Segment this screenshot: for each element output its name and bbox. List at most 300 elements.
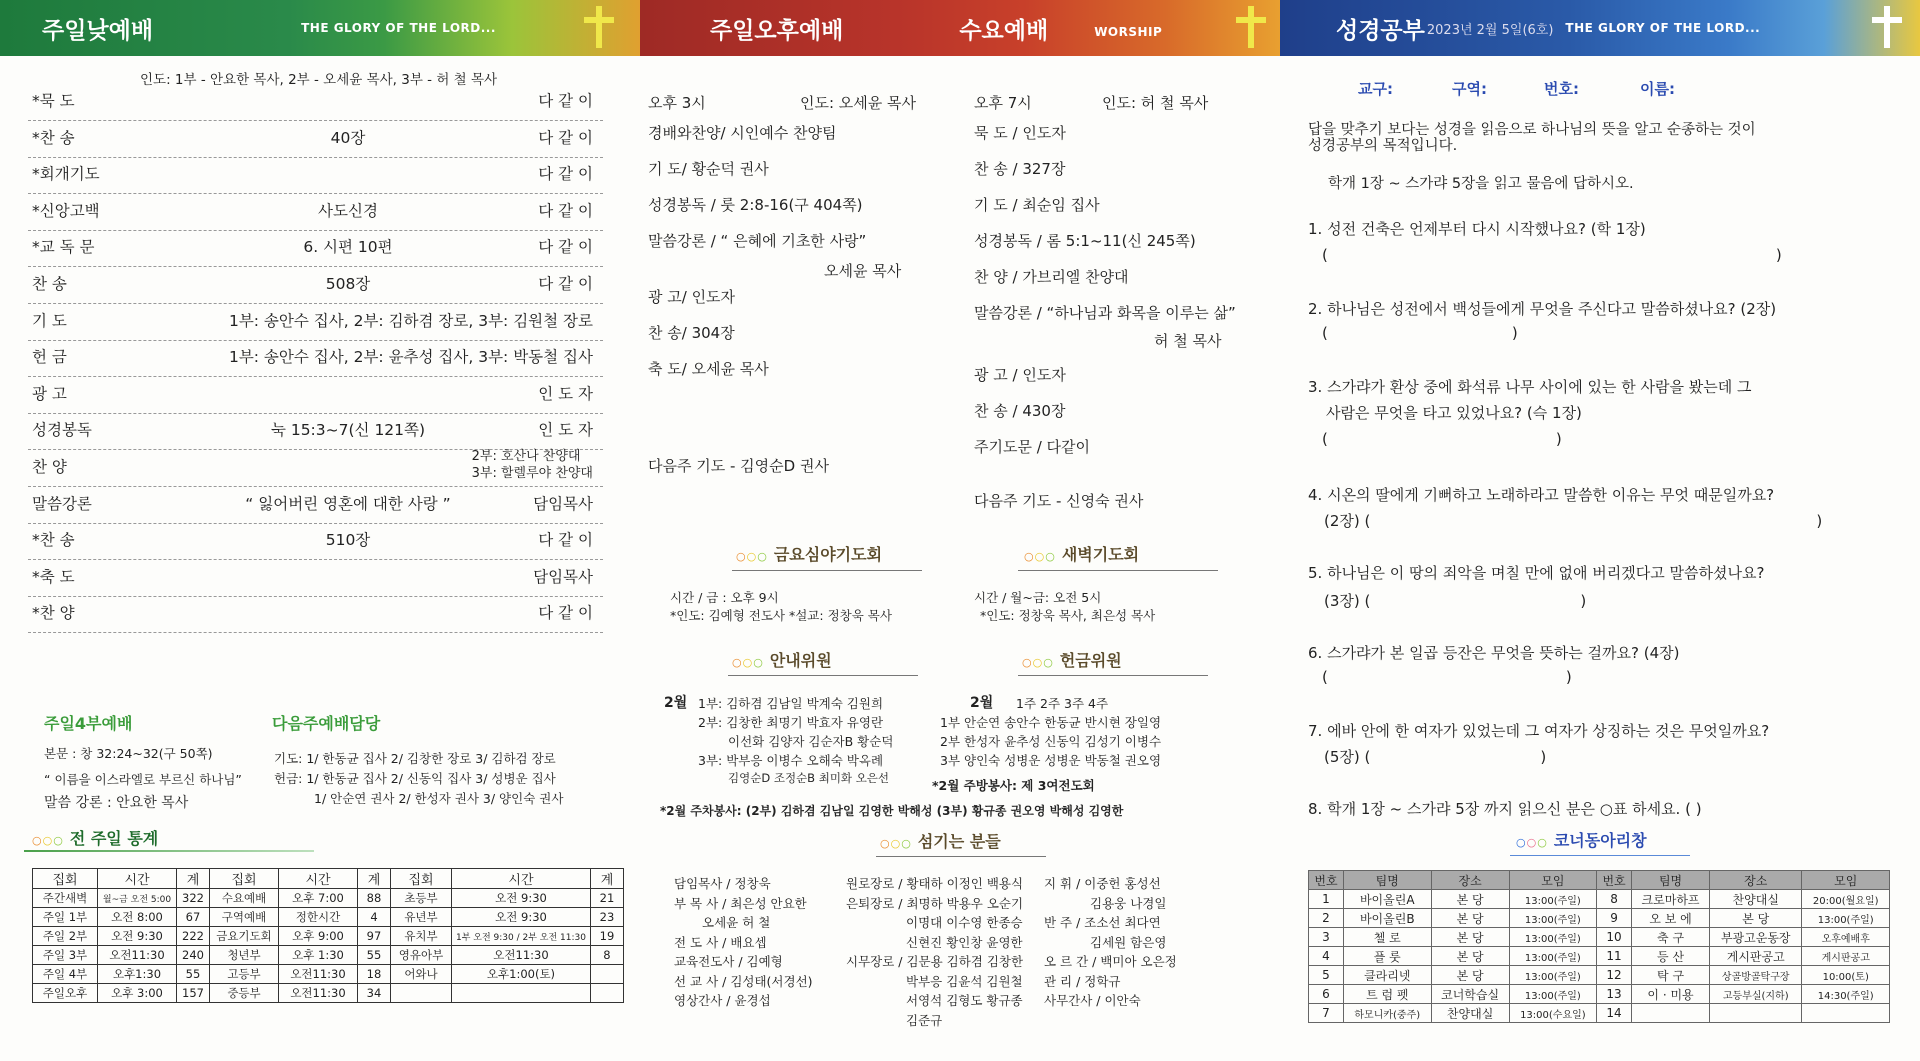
- stats-cell: 청년부: [210, 946, 279, 965]
- order-row: [28, 483, 603, 524]
- club-cell: 본 당: [1431, 909, 1509, 928]
- order-assignee: [472, 448, 593, 482]
- stats-cell: 오후 7:00: [279, 889, 358, 908]
- staff-line: 신현진 황인창 윤영한: [906, 934, 1023, 950]
- staff-line: 이명대 이수영 한종승: [906, 915, 1023, 930]
- stats-cell: 오전 9:30: [452, 889, 591, 908]
- banner-title: 주일낮예배: [42, 17, 154, 44]
- afternoon-line: 경배와찬양/ 시인예수 찬양팀: [648, 124, 837, 142]
- wednesday-line: 광 고 / 인도자: [974, 366, 1066, 384]
- stats-cell: 주간새벽: [33, 889, 98, 908]
- club-cell: 바이올린A: [1343, 890, 1431, 909]
- club-row: [1309, 890, 1890, 909]
- fourth-service-title: 주일4부예배: [44, 714, 133, 733]
- dots-icon: ○○○: [1024, 550, 1056, 563]
- stats-row: [33, 946, 624, 965]
- field-zone: 구역:: [1452, 80, 1487, 98]
- issue-date: 2023년 2월 5일(6호): [1426, 22, 1554, 38]
- panel-afternoon-wednesday: [640, 0, 1280, 1061]
- question: 7. 에바 안에 한 여자가 있었는데 그 여자가 상징하는 것은 무엇일까요?: [1308, 722, 1770, 740]
- order-label: 찬 양: [32, 458, 67, 476]
- stats-table: [32, 868, 624, 1003]
- banner-subtitle: THE GLORY OF THE LORD...: [301, 21, 496, 35]
- order-label: *축 도: [32, 567, 75, 586]
- wednesday-next-prayer: 다음주 기도 - 신영숙 권사: [974, 492, 1144, 510]
- order-label: *찬 송: [32, 128, 75, 147]
- club-cell: 11: [1597, 947, 1632, 966]
- stats-cell: 240: [177, 946, 210, 965]
- club-cell: 13:00(주일): [1509, 985, 1596, 1004]
- stats-header-cell: 집회: [391, 869, 452, 889]
- club-cell: 등 산: [1632, 947, 1710, 966]
- club-cell: 13:00(주일): [1509, 909, 1596, 928]
- order-row: [28, 300, 603, 341]
- banner-title: 성경공부: [1336, 17, 1425, 44]
- club-cell: 9: [1597, 909, 1632, 928]
- stats-cell: 초등부: [391, 889, 452, 908]
- stats-cell: 8: [590, 946, 623, 965]
- stats-cell: [590, 984, 623, 1003]
- order-row: [28, 263, 603, 304]
- question: 1. 성전 건축은 언제부터 다시 시작했나요? (학 1장): [1308, 220, 1646, 238]
- intro-line: 성경공부의 목적입니다.: [1308, 138, 1458, 154]
- order-assignee: 담임목사: [533, 567, 593, 586]
- afternoon-line: 축 도/ 오세윤 목사: [648, 360, 769, 378]
- order-row: [28, 153, 603, 194]
- stats-cell: 금요기도회: [210, 927, 279, 946]
- stats-cell: 1부 오전 9:30 / 2부 오전 11:30: [452, 927, 591, 946]
- staff-line: 선 교 사 / 김성태(서경선): [674, 973, 813, 989]
- stats-row: [33, 984, 624, 1003]
- order-label: 헌 금: [32, 348, 67, 367]
- guide-line: 김영순D 조정순B 최미화 오은선: [728, 771, 890, 785]
- answer-blank[interactable]: (5장) ( ): [1324, 748, 1547, 766]
- order-assignee: 1부: 송안수 집사, 2부: 윤추성 집사, 3부: 박동철 집사: [228, 348, 593, 367]
- question: 2. 하나님은 성전에서 백성들에게 무엇을 주신다고 말씀하셨나요? (2장): [1308, 300, 1777, 318]
- club-cell: 본 당: [1710, 909, 1802, 928]
- stats-row: [33, 927, 624, 946]
- order-label: *찬 양: [32, 604, 75, 623]
- dawn-title: ○○○ 새벽기도회: [1024, 545, 1140, 564]
- staff-line: 김세원 함은영: [1090, 934, 1167, 950]
- order-content: 508장: [325, 275, 371, 293]
- wednesday-time: 오후 7시: [974, 94, 1032, 112]
- wednesday-line: 찬 양 / 가브리엘 찬양대: [974, 268, 1129, 286]
- question: 4. 시온의 딸에게 기뻐하고 노래하라고 말씀한 이유는 무엇 때문일까요?: [1308, 486, 1775, 504]
- order-row: [28, 373, 603, 414]
- club-cell: 코너학습실: [1431, 985, 1509, 1004]
- club-cell: 바이올린B: [1343, 909, 1431, 928]
- wednesday-line: 묵 도 / 인도자: [974, 124, 1066, 142]
- stats-cell: [590, 965, 623, 984]
- order-label: *묵 도: [32, 92, 75, 110]
- stats-cell: 주일 4부: [33, 965, 98, 984]
- club-cell: 7: [1309, 1004, 1344, 1023]
- order-label: 광 고: [32, 384, 67, 403]
- stats-cell: 오후 1:30: [279, 946, 358, 965]
- staff-line: 영상간사 / 윤경섭: [674, 993, 771, 1008]
- club-cell: 10:00(토): [1802, 966, 1890, 985]
- stats-cell: 34: [358, 984, 391, 1003]
- club-header-row: [1309, 871, 1890, 890]
- stats-cell: 97: [358, 927, 391, 946]
- staff-line: 담임목사 / 정창욱: [674, 876, 771, 891]
- club-header-cell: 장소: [1431, 871, 1509, 890]
- club-header-cell: 번호: [1597, 871, 1632, 890]
- club-cell: 상골방골탁구장: [1710, 966, 1802, 985]
- answer-blank[interactable]: ( ): [1322, 246, 1782, 264]
- stats-header-cell: 시간: [98, 869, 177, 889]
- afternoon-next-prayer: 다음주 기도 - 김영순D 권사: [648, 457, 829, 475]
- stats-cell: 오전11:30: [279, 984, 358, 1003]
- stats-cell: 영유아부: [391, 946, 452, 965]
- order-label: 성경봉독: [32, 421, 92, 440]
- staff-line: 원로장로 / 황태하 이정인 백용식: [846, 876, 1024, 891]
- club-header-cell: 모임: [1802, 871, 1890, 890]
- staff-line: 지 휘 / 이중헌 홍성선: [1044, 876, 1161, 891]
- stats-cell: 구역예배: [210, 908, 279, 927]
- club-header-cell: 장소: [1710, 871, 1802, 890]
- order-label: *신앙고백: [32, 201, 100, 220]
- wednesday-line: 찬 송 / 327장: [974, 160, 1066, 178]
- club-cell: 1: [1309, 890, 1344, 909]
- wednesday-line: 주기도문 / 다같이: [974, 438, 1091, 456]
- order-row: [28, 117, 603, 158]
- club-cell: 탁 구: [1632, 966, 1710, 985]
- staff-line: 사무간사 / 이안숙: [1044, 993, 1141, 1008]
- order-label: *찬 송: [32, 531, 75, 550]
- field-name: 이름:: [1640, 80, 1675, 98]
- club-row: [1309, 909, 1890, 928]
- stats-title: ○○○ 전 주일 통계: [32, 829, 159, 848]
- club-cell: 축 구: [1632, 928, 1710, 947]
- club-row: [1309, 985, 1890, 1004]
- staff-line: 박부응 김윤석 김원철: [906, 973, 1023, 989]
- club-cell: 3: [1309, 928, 1344, 947]
- club-cell: 5: [1309, 966, 1344, 985]
- stats-cell: 18: [358, 965, 391, 984]
- stats-cell: 수요예배: [210, 889, 279, 908]
- club-cell: 10: [1597, 928, 1632, 947]
- staff-title: ○○○ 섬기는 분들: [880, 832, 1001, 851]
- stats-cell: 오전 8:00: [98, 908, 177, 927]
- dawn-line: 시간 / 월~금: 오전 5시: [974, 590, 1102, 605]
- stats-cell: 오전 9:30: [98, 927, 177, 946]
- afternoon-line: 기 도/ 황순덕 권사: [648, 160, 769, 178]
- next-duty-line: 1/ 안순연 권사 2/ 한성자 권사 3/ 양인숙 권사: [314, 791, 564, 806]
- order-row: [28, 80, 603, 121]
- order-assignee: 다 같 이: [538, 531, 593, 550]
- guide-month: 2월: [664, 695, 688, 711]
- stats-cell: [452, 984, 591, 1003]
- offering-weeks: 1주 2주 3주 4주: [1016, 696, 1109, 711]
- stats-header-cell: 계: [590, 869, 623, 889]
- staff-line: 은퇴장로 / 최명하 박용우 오순기: [846, 895, 1024, 911]
- banner-afternoon: [640, 0, 1280, 56]
- club-cell: 13:00(주일): [1509, 947, 1596, 966]
- staff-line: 반 주 / 조소선 최다연: [1044, 915, 1161, 930]
- wednesday-line: 찬 송 / 430장: [974, 402, 1066, 420]
- stats-cell: 오전11:30: [98, 946, 177, 965]
- club-cell: 13:00(주일): [1509, 966, 1596, 985]
- stats-header-cell: 계: [177, 869, 210, 889]
- club-cell: [1710, 1004, 1802, 1023]
- order-row: [28, 519, 603, 560]
- club-cell: 게시판공고: [1802, 947, 1890, 966]
- club-row: [1309, 947, 1890, 966]
- stats-cell: 오후 3:00: [98, 984, 177, 1003]
- stats-cell: 주일오후: [33, 984, 98, 1003]
- club-cell: 13:00(주일): [1802, 909, 1890, 928]
- staff-line: 시무장로 / 김문용 김하겸 김창한: [846, 954, 1024, 969]
- club-cell: 하모니카(중주): [1343, 1004, 1431, 1023]
- banner-bible-study: [1280, 0, 1920, 56]
- order-label: 기 도: [32, 311, 67, 330]
- dots-icon: ○○○: [736, 550, 768, 563]
- order-assignee-line: 2부: 호산나 찬양대: [471, 449, 581, 464]
- staff-line: 교육전도사 / 김예형: [674, 954, 783, 969]
- stats-header-cell: 집회: [33, 869, 98, 889]
- club-row: [1309, 966, 1890, 985]
- stats-row: [33, 965, 624, 984]
- order-assignee: 인 도 자: [538, 384, 593, 403]
- dots-icon: ○○○: [732, 656, 764, 669]
- order-content: 40장: [330, 128, 366, 147]
- order-assignee-line: 3부: 할렐루야 찬양대: [471, 466, 593, 481]
- order-assignee: 다 같 이: [538, 275, 593, 293]
- question: 5. 하나님은 이 땅의 죄악을 며칠 만에 없애 버리겠다고 말씀하셨나요?: [1308, 564, 1765, 582]
- club-header-cell: 번호: [1309, 871, 1344, 890]
- guide-line: 이선화 김양자 김순자B 황순덕: [728, 734, 894, 749]
- club-cell: 14:30(주일): [1802, 985, 1890, 1004]
- stats-header-row: [33, 869, 624, 889]
- order-row: [28, 409, 603, 450]
- staff-line: 오세윤 허 철: [702, 915, 771, 930]
- stats-cell: 157: [177, 984, 210, 1003]
- order-row: [28, 336, 603, 377]
- stats-cell: 67: [177, 908, 210, 927]
- stats-header-cell: 시간: [279, 869, 358, 889]
- stats-cell: 유년부: [391, 908, 452, 927]
- service-leaders: 인도: 1부 - 안요한 목사, 2부 - 오세윤 목사, 3부 - 허 철 목사: [140, 72, 498, 88]
- stats-row: [33, 908, 624, 927]
- offering-line: 2부 한성자 윤추성 신동익 김성기 이병수: [940, 734, 1162, 749]
- intro-line: 답을 맞추기 보다는 성경을 읽음으로 하나님의 뜻을 알고 순종하는 것이: [1308, 122, 1756, 138]
- afternoon-line: 찬 송/ 304장: [648, 324, 735, 342]
- answer-blank[interactable]: (2장) ( ): [1324, 512, 1823, 530]
- club-cell: 13: [1597, 985, 1632, 1004]
- field-district: 교구:: [1358, 80, 1393, 98]
- staff-line: 김용웅 나경일: [1090, 895, 1167, 911]
- order-assignee: 다 같 이: [538, 128, 593, 147]
- stats-cell: 오전 9:30: [452, 908, 591, 927]
- cross-icon: [1866, 6, 1908, 48]
- order-row: [28, 556, 603, 597]
- guide-title: ○○○ 안내위원: [732, 651, 832, 670]
- stats-cell: 어와나: [391, 965, 452, 984]
- club-cell: 본 당: [1431, 890, 1509, 909]
- banner-subtitle: WORSHIP: [1094, 25, 1163, 39]
- order-content: 510장: [325, 531, 371, 550]
- stats-cell: 19: [590, 927, 623, 946]
- question: 3. 스가랴가 환상 중에 화석류 나무 사이에 있는 한 사람을 봤는데 그: [1308, 378, 1752, 396]
- stats-cell: 오후1:30: [98, 965, 177, 984]
- stats-cell: 주일 1부: [33, 908, 98, 927]
- dots-icon: ○○○: [1516, 836, 1548, 849]
- wednesday-line: 성경봉독 / 롬 5:1~11(신 245쪽): [974, 232, 1196, 250]
- stats-cell: 322: [177, 889, 210, 908]
- club-cell: 이 · 미용: [1632, 985, 1710, 1004]
- stats-cell: 55: [358, 946, 391, 965]
- club-cell: 트 럼 펫: [1343, 985, 1431, 1004]
- stats-cell: 오전11:30: [452, 946, 591, 965]
- staff-line: 김준규: [906, 1012, 943, 1028]
- fourth-line: “ 이름을 이스라엘로 부르신 하나님”: [44, 772, 242, 787]
- cross-icon: [1230, 6, 1272, 48]
- wednesday-leader: 인도: 허 철 목사: [1102, 94, 1209, 112]
- guide-line: 1부: 김하겸 김남일 박계숙 김원희: [698, 696, 884, 711]
- friday-line: *인도: 김예형 전도사 *설교: 정창욱 목사: [670, 608, 892, 623]
- panel-sunday-service: [0, 0, 640, 1061]
- parking-duty: *2월 주차봉사: (2부) 김하겸 김남일 김영한 박해성 (3부) 황규종 권오영 박해성 김영한: [660, 804, 1124, 818]
- question: 사람은 무엇을 타고 있었나요? (슥 1장): [1326, 404, 1582, 422]
- banner-title-wednesday: 수요예배: [959, 17, 1049, 44]
- order-assignee: 담임목사: [533, 494, 593, 513]
- club-cell: 본 당: [1431, 966, 1509, 985]
- answer-blank[interactable]: ( ): [1322, 430, 1562, 448]
- stats-cell: 주일 2부: [33, 927, 98, 946]
- club-cell: 첼 로: [1343, 928, 1431, 947]
- stats-header-cell: 계: [358, 869, 391, 889]
- stats-cell: 월~금 오전 5:00: [98, 889, 177, 908]
- stats-cell: 55: [177, 965, 210, 984]
- order-label: *회개기도: [32, 165, 100, 184]
- stats-header-cell: 집회: [210, 869, 279, 889]
- stats-cell: 정한시간: [279, 908, 358, 927]
- club-cell: 4: [1309, 947, 1344, 966]
- club-cell: 본 당: [1431, 947, 1509, 966]
- fourth-line: 본문 : 창 32:24~32(구 50쪽): [44, 746, 213, 761]
- stats-cell: 오후1:00(토): [452, 965, 591, 984]
- order-assignee: 다 같 이: [538, 238, 593, 257]
- club-title: ○○○ 코너동아리창: [1516, 831, 1647, 850]
- club-cell: [1632, 1004, 1710, 1023]
- club-cell: 본 당: [1431, 928, 1509, 947]
- afternoon-line: 성경봉독 / 룻 2:8-16(구 404쪽): [648, 196, 863, 214]
- answer-blank[interactable]: (3장) ( ): [1324, 592, 1587, 610]
- club-header-cell: 팀명: [1632, 871, 1710, 890]
- stats-cell: 유치부: [391, 927, 452, 946]
- order-row: [28, 592, 603, 633]
- stats-cell: 88: [358, 889, 391, 908]
- club-row: [1309, 928, 1890, 947]
- stats-cell: [391, 984, 452, 1003]
- dots-icon: ○○○: [1022, 656, 1054, 669]
- guide-line: 3부: 박부응 이병수 오해숙 박옥례: [698, 753, 884, 768]
- next-duty-line: 기도: 1/ 한동균 집사 2/ 김창한 장로 3/ 김하검 장로: [274, 751, 556, 766]
- afternoon-line: 말씀강론 / “ 은혜에 기초한 사랑”: [648, 232, 867, 250]
- fourth-line: 말씀 강론 : 안요한 목사: [44, 795, 189, 811]
- cross-icon: [578, 6, 620, 48]
- banner-title-afternoon: 주일오후예배: [710, 17, 844, 44]
- order-assignee: 1부: 송안수 집사, 2부: 김하겸 장로, 3부: 김원철 장로: [228, 311, 593, 330]
- stats-cell: 222: [177, 927, 210, 946]
- kitchen-duty: *2월 주방봉사: 제 3여전도회: [932, 778, 1095, 793]
- next-duty-title: 다음주예배담당: [272, 714, 381, 733]
- club-cell: 부광고운동장: [1710, 928, 1802, 947]
- club-cell: 게시판공고: [1710, 947, 1802, 966]
- order-label: *교 독 문: [32, 238, 95, 257]
- dawn-line: *인도: 정창욱 목사, 최은성 목사: [980, 608, 1156, 623]
- afternoon-line: 광 고/ 인도자: [648, 288, 736, 306]
- offering-line: 1부 안순연 송안수 한동균 반시현 장일영: [940, 715, 1162, 730]
- stats-cell: 21: [590, 889, 623, 908]
- question: 8. 학개 1장 ~ 스가랴 5장 까지 읽으신 분은 ○표 하세요. ( ): [1308, 800, 1702, 818]
- order-content: 눅 15:3~7(신 121쪽): [270, 421, 426, 440]
- order-assignee: 다 같 이: [538, 604, 593, 623]
- stats-cell: 4: [358, 908, 391, 927]
- club-row: [1309, 1004, 1890, 1023]
- stats-cell: 23: [590, 908, 623, 927]
- instruction: 학개 1장 ~ 스가랴 5장을 읽고 물음에 답하시오.: [1328, 176, 1634, 192]
- stats-cell: 중등부: [210, 984, 279, 1003]
- order-assignee: 다 같 이: [538, 165, 593, 184]
- staff-line: 서영석 김형도 황규종: [906, 993, 1023, 1008]
- club-cell: 오후예배후: [1802, 928, 1890, 947]
- club-header-cell: 모임: [1509, 871, 1596, 890]
- afternoon-line: 오세윤 목사: [824, 262, 902, 280]
- banner-sunday: [0, 0, 640, 56]
- stats-cell: 주일 3부: [33, 946, 98, 965]
- order-row: [28, 190, 603, 231]
- club-cell: 찬양대실: [1431, 1004, 1509, 1023]
- order-row: [28, 226, 603, 267]
- club-cell: 13:00(주일): [1509, 890, 1596, 909]
- order-row: [28, 446, 603, 487]
- order-assignee: 인 도 자: [538, 421, 593, 440]
- wednesday-line: 기 도 / 최순임 집사: [974, 196, 1100, 214]
- order-content: 사도신경: [318, 201, 378, 220]
- offering-month: 2월: [970, 695, 994, 711]
- club-cell: 14: [1597, 1004, 1632, 1023]
- answer-blank[interactable]: ( ): [1322, 324, 1518, 342]
- answer-blank[interactable]: ( ): [1322, 668, 1572, 686]
- club-cell: 2: [1309, 909, 1344, 928]
- offering-title: ○○○ 헌금위원: [1022, 651, 1122, 670]
- field-number: 번호:: [1544, 80, 1579, 98]
- wednesday-line: 허 철 목사: [1154, 332, 1222, 350]
- dots-icon: ○○○: [32, 834, 64, 847]
- staff-line: 부 목 사 / 최은성 안요한: [674, 895, 807, 911]
- order-label: 말씀강론: [32, 494, 92, 513]
- next-duty-line: 헌금: 1/ 한동균 집사 2/ 신동익 집사 3/ 성병운 집사: [274, 771, 556, 786]
- club-table: [1308, 870, 1890, 1023]
- club-cell: 13:00(수요일): [1509, 1004, 1596, 1023]
- club-cell: [1802, 1004, 1890, 1023]
- afternoon-time: 오후 3시: [648, 94, 706, 112]
- club-cell: 6: [1309, 985, 1344, 1004]
- club-header-cell: 팀명: [1343, 871, 1431, 890]
- staff-line: 전 도 사 / 배요셉: [674, 934, 767, 950]
- club-cell: 크로마하프: [1632, 890, 1710, 909]
- guide-line: 2부: 김창한 최명기 박효자 유영란: [698, 715, 884, 730]
- afternoon-leader: 인도: 오세윤 목사: [800, 94, 917, 112]
- panel-bible-study: [1280, 0, 1920, 1061]
- stats-header-cell: 시간: [452, 869, 591, 889]
- club-cell: 12: [1597, 966, 1632, 985]
- order-content: “ 잃어버린 영혼에 대한 사랑 ”: [245, 494, 451, 513]
- order-label: 찬 송: [32, 275, 67, 293]
